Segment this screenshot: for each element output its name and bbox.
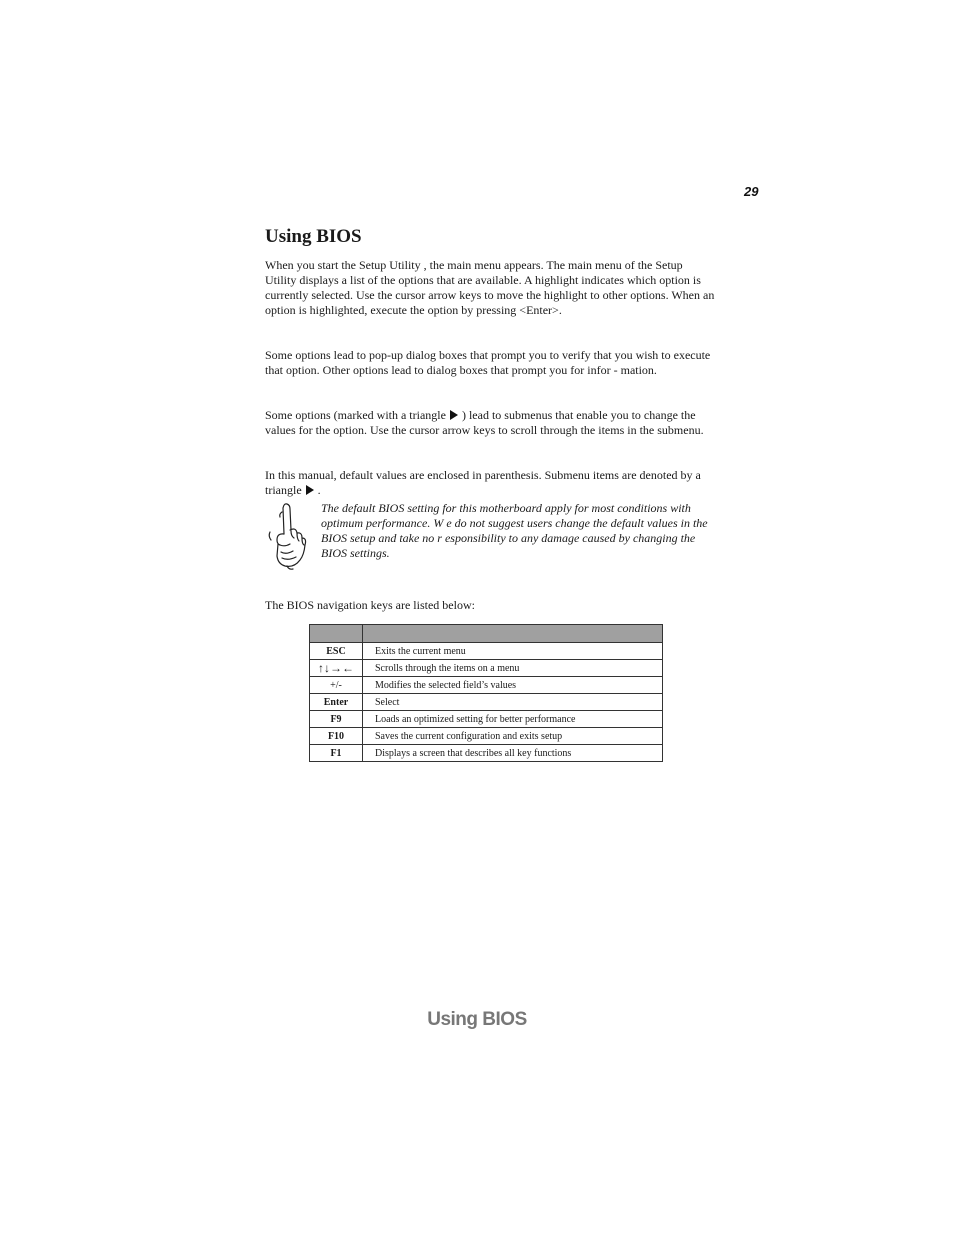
default-values-paragraph	[265, 468, 715, 498]
table-header-row	[310, 625, 663, 643]
table-row	[310, 728, 663, 745]
table-row	[310, 643, 663, 660]
key-cell: F9	[310, 711, 363, 728]
navigation-keys-table	[309, 624, 663, 762]
page-footer: Using BIOS	[427, 1009, 527, 1030]
key-cell: +/-	[310, 677, 363, 694]
function-cell: Modifies the selected field’s values	[363, 677, 663, 694]
key-cell: F10	[310, 728, 363, 745]
page-title: Using BIOS	[265, 226, 362, 247]
note-text: The default BIOS setting for this motherboard apply for most conditions with optimum performance. W e do not suggest users change the default values in the BIOS setup and take no r esponsibility to any damage caused by changing the BIOS settings.	[321, 501, 708, 560]
submenu-text-start: Some options (marked with a triangle	[265, 408, 446, 422]
key-cell: Enter	[310, 694, 363, 711]
function-cell: Exits the current menu	[363, 643, 663, 660]
default-values-text-end: .	[317, 483, 321, 497]
function-cell: Saves the current configuration and exits setup	[363, 728, 663, 745]
table-row	[310, 745, 663, 762]
intro-paragraph: When you start the Setup Utility , the main menu appears. The main menu of the Setup Utility displays a list of the options that are available. A highlight indicates which option is currently selected. Use the cursor arrow keys to move the highlight to other options. When an option is highlighted, execute the option by pressing <Enter>.	[265, 258, 715, 317]
default-values-text: In this manual, default values are enclosed in parenthesis. Submenu items are denoted by a triangle	[265, 468, 701, 497]
submenu-paragraph	[265, 408, 715, 438]
function-cell: Scrolls through the items on a menu	[363, 660, 663, 677]
navigation-keys-intro: The BIOS navigation keys are listed below:	[265, 598, 475, 612]
table-row	[310, 660, 663, 677]
key-cell: ESC	[310, 643, 363, 660]
function-cell: Select	[363, 694, 663, 711]
key-cell: ↑↓→←	[310, 660, 363, 677]
triangle-icon	[450, 410, 458, 420]
submenu-text-end: ) lead to submenus that enable you to change the values for the option. Use the cursor arrow keys to scroll through the items in the submenu.	[265, 408, 704, 437]
table-header-key	[310, 625, 363, 643]
pointing-hand-icon	[266, 500, 310, 572]
table-row	[310, 677, 663, 694]
table-row	[310, 694, 663, 711]
key-cell: F1	[310, 745, 363, 762]
table-header-function	[363, 625, 663, 643]
function-cell: Loads an optimized setting for better performance	[363, 711, 663, 728]
dialog-paragraph: Some options lead to pop-up dialog boxes that prompt you to verify that you wish to execute that option. Other options lead to dialog boxes that prompt you for infor - mation.	[265, 348, 711, 377]
table-row	[310, 711, 663, 728]
triangle-icon	[306, 485, 314, 495]
page-number: 29	[744, 184, 759, 199]
function-cell: Displays a screen that describes all key functions	[363, 745, 663, 762]
